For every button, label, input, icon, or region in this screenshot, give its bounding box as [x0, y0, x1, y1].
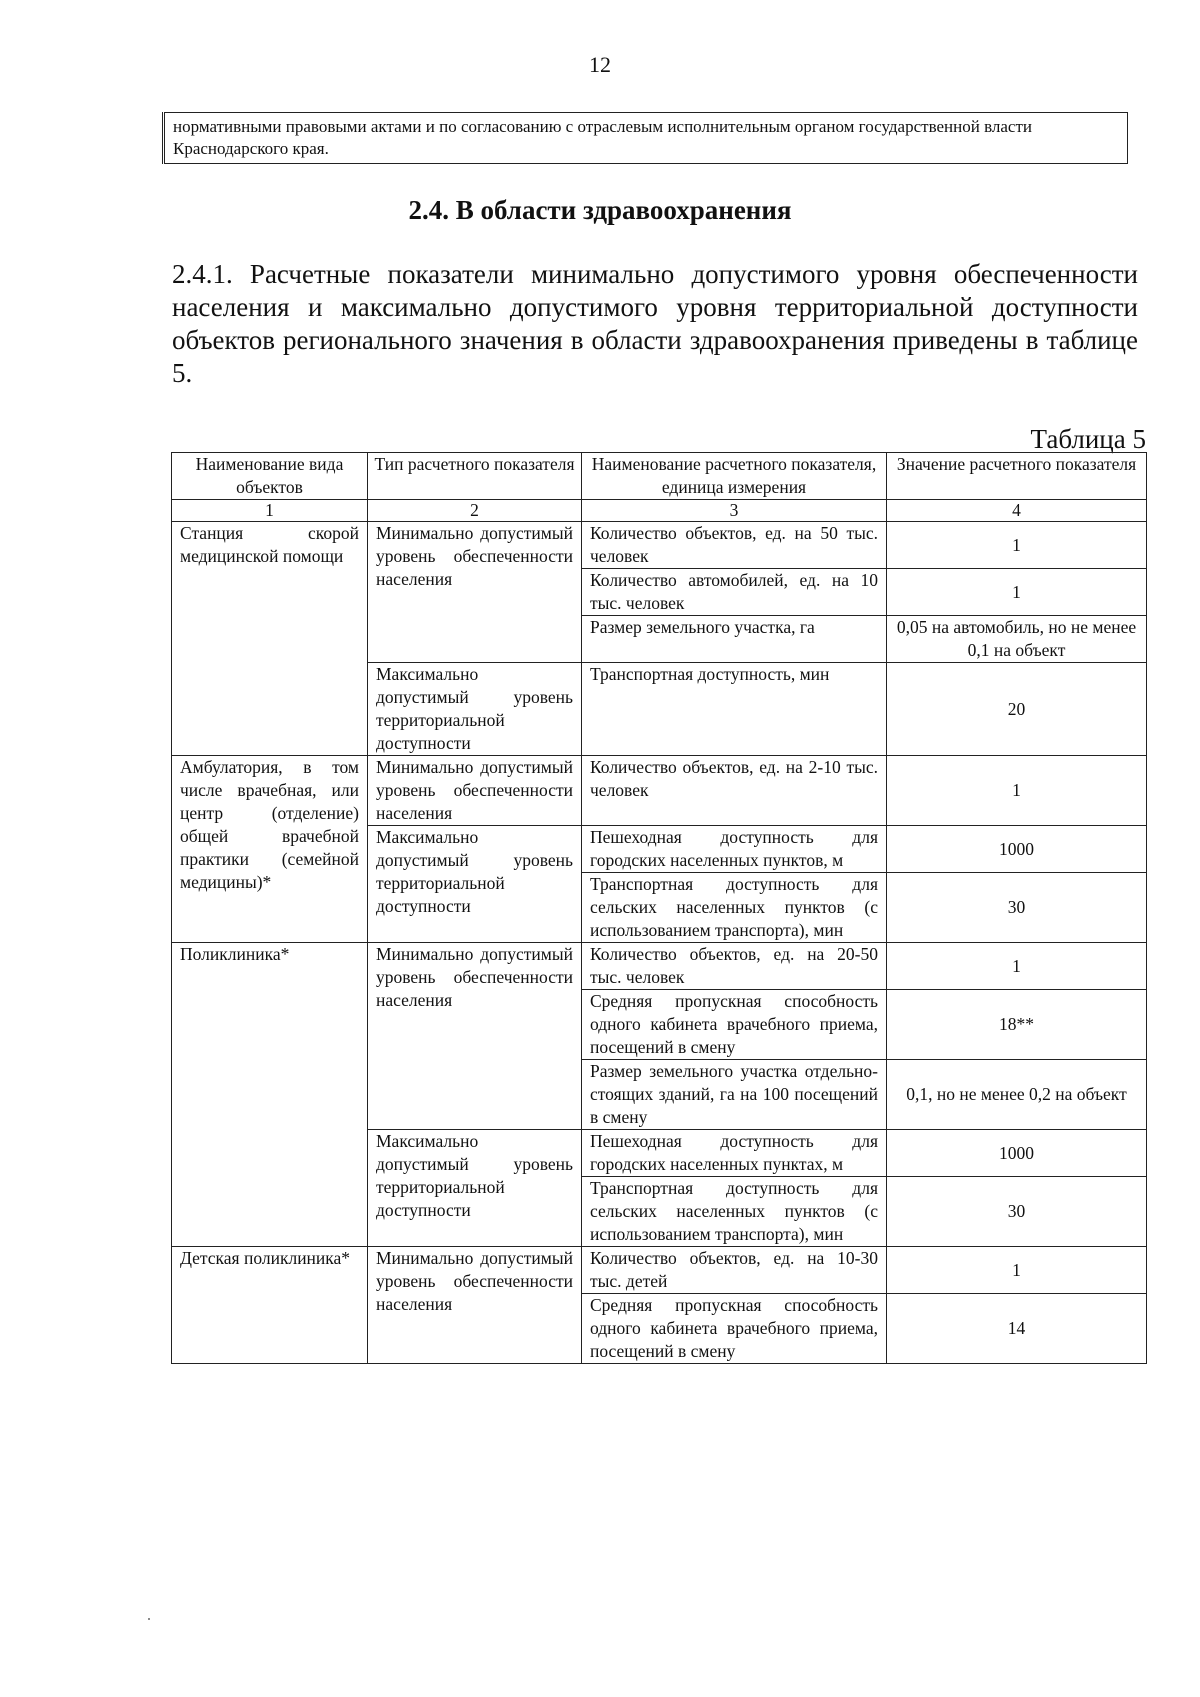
indicator-name-cell: Количество объектов, ед. на 10-30 тыс. детей: [582, 1247, 887, 1294]
table-header-row: [172, 453, 1147, 500]
table-row: [172, 522, 1147, 569]
object-name-cell: Детская поликлиника*: [172, 1247, 368, 1364]
table-row: [172, 1247, 1147, 1294]
indicator-type-cell: Минимально допустимый уровень обеспеченности населения: [368, 943, 582, 1130]
column-number: 4: [887, 500, 1147, 522]
indicator-name-cell: Размер земельного участка, га: [582, 616, 887, 663]
column-number: 3: [582, 500, 887, 522]
indicator-name-cell: Пешеходная доступность для городских населенных пунктах, м: [582, 1130, 887, 1177]
column-number: 1: [172, 500, 368, 522]
indicator-value-cell: 1000: [887, 826, 1147, 873]
object-name-cell: Станция скорой медицинской помощи: [172, 522, 368, 756]
table-caption: Таблица 5: [1030, 424, 1146, 454]
indicator-name-cell: Транспортная доступность для сельских населенных пунктов (с использованием транспорта), мин: [582, 1177, 887, 1247]
scan-speck: [148, 1618, 150, 1620]
indicator-name-cell: Размер земельного участка отдельно-стоящих зданий, га на 100 посещений в смену: [582, 1060, 887, 1130]
norms-table: [171, 452, 1147, 1364]
indicator-value-cell: 1: [887, 943, 1147, 990]
indicator-name-cell: Средняя пропускная способность одного кабинета врачебного приема, посещений в смену: [582, 990, 887, 1060]
indicator-value-cell: 1000: [887, 1130, 1147, 1177]
indicator-type-cell: Минимально допустимый уровень обеспеченности населения: [368, 522, 582, 663]
table-row: [172, 756, 1147, 826]
indicator-name-cell: Количество объектов, ед. на 2-10 тыс. человек: [582, 756, 887, 826]
indicator-name-cell: Количество объектов, ед. на 50 тыс. человек: [582, 522, 887, 569]
indicator-type-cell: Максимально допустимый уровень территориальной доступности: [368, 826, 582, 943]
indicator-name-cell: Средняя пропускная способность одного кабинета врачебного приема, посещений в смену: [582, 1294, 887, 1364]
indicator-name-cell: Транспортная доступность для сельских населенных пунктов (с использованием транспорта), мин: [582, 873, 887, 943]
indicator-value-cell: 1: [887, 522, 1147, 569]
object-name-cell: Амбулатория, в том числе врачебная, или центр (отделение) общей врачебной практики (семейной медицины)*: [172, 756, 368, 943]
intro-paragraph: 2.4.1. Расчетные показатели минимально допустимого уровня обеспеченности населения и максимально допустимого уровня территориальной доступности объектов регионального значения в области здравоохранения приведены в таблице 5.: [172, 259, 1138, 388]
section-heading: 2.4. В области здравоохранения: [408, 195, 792, 225]
indicator-value-cell: 1: [887, 569, 1147, 616]
indicator-value-cell: 30: [887, 873, 1147, 943]
indicator-value-cell: 0,05 на автомобиль, но не менее 0,1 на объект: [887, 616, 1147, 663]
header-type: Тип расчетного показателя: [368, 453, 582, 500]
header-object: Наименование вида объектов: [172, 453, 368, 500]
column-number-row: [172, 500, 1147, 522]
indicator-value-cell: 1: [887, 756, 1147, 826]
indicator-type-cell: Минимально допустимый уровень обеспеченности населения: [368, 1247, 582, 1364]
column-number: 2: [368, 500, 582, 522]
indicator-value-cell: 20: [887, 663, 1147, 756]
indicator-type-cell: Минимально допустимый уровень обеспеченности населения: [368, 756, 582, 826]
table-row: [172, 943, 1147, 990]
indicator-value-cell: 30: [887, 1177, 1147, 1247]
continuation-text-box: нормативными правовыми актами и по согласованию с отраслевым исполнительным органом государственной власти Краснодарского края.: [164, 112, 1128, 164]
indicator-name-cell: Пешеходная доступность для городских населенных пунктов, м: [582, 826, 887, 873]
header-indicator: Наименование расчетного показателя, единица измерения: [582, 453, 887, 500]
object-name-cell: Поликлиника*: [172, 943, 368, 1247]
indicator-type-cell: Максимально допустимый уровень территориальной доступности: [368, 1130, 582, 1247]
header-value: Значение расчетного показателя: [887, 453, 1147, 500]
indicator-value-cell: 14: [887, 1294, 1147, 1364]
indicator-value-cell: 0,1, но не менее 0,2 на объект: [887, 1060, 1147, 1130]
indicator-type-cell: Максимально допустимый уровень территориальной доступности: [368, 663, 582, 756]
indicator-value-cell: 18**: [887, 990, 1147, 1060]
indicator-value-cell: 1: [887, 1247, 1147, 1294]
indicator-name-cell: Количество объектов, ед. на 20-50 тыс. человек: [582, 943, 887, 990]
indicator-name-cell: Количество автомобилей, ед. на 10 тыс. человек: [582, 569, 887, 616]
page-number: 12: [589, 52, 611, 77]
indicator-name-cell: Транспортная доступность, мин: [582, 663, 887, 756]
